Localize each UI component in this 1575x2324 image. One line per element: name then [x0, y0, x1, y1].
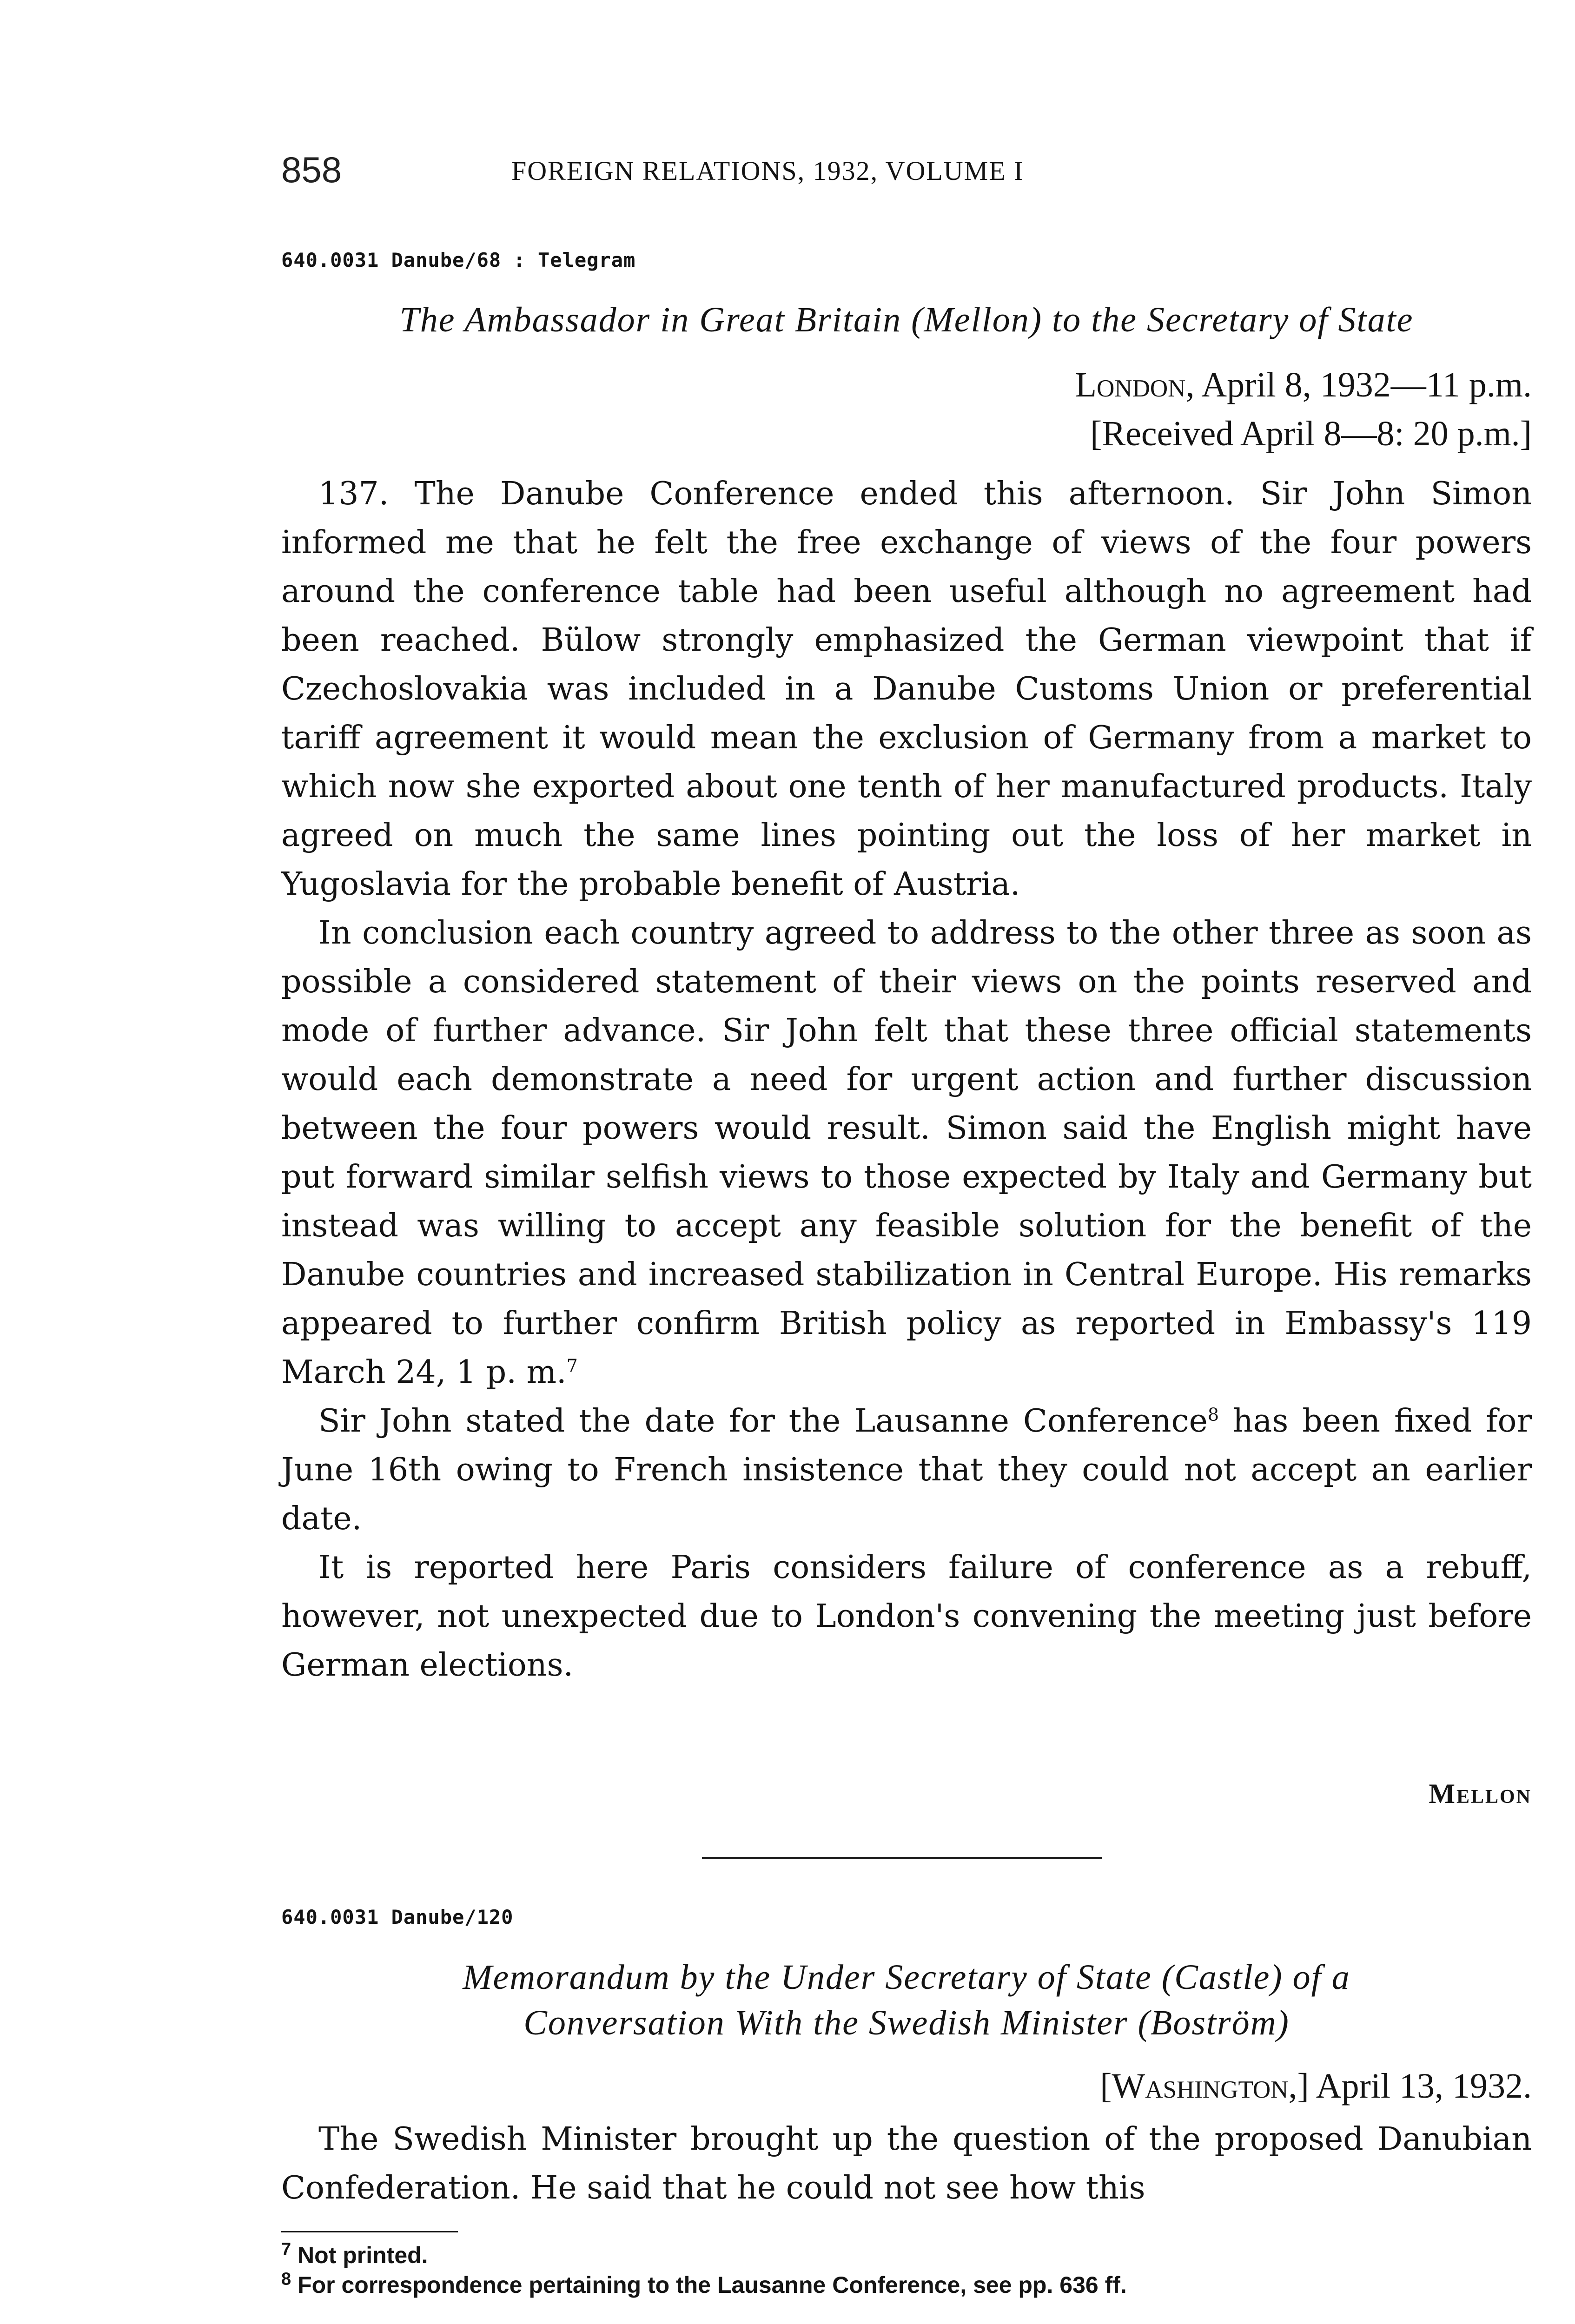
page-number: 858: [281, 149, 342, 190]
doc1-paragraph-4: It is reported here Paris considers failure of conference as a rebuff, however, not unexpected due to London's convening the meeting just before German elections.: [281, 1549, 1532, 1684]
doc1-paragraph-3-text-a: Sir John stated the date for the Lausanne Conference: [318, 1403, 1208, 1439]
doc2-heading: [281, 1954, 1532, 2046]
footnote-8-text: For correspondence pertaining to the Lausanne Conference, see pp. 636 ff.: [298, 2272, 1127, 2298]
footnote-7: [281, 2240, 1532, 2270]
footnote-7-mark: 7: [281, 2239, 291, 2259]
doc2-paragraph-1: The Swedish Minister brought up the question of the proposed Danubian Confederation. He said that he could not see how this: [281, 2121, 1532, 2206]
footnote-8: [281, 2270, 1532, 2300]
doc2-date: April 13, 1932.: [1309, 2067, 1532, 2106]
doc1-body: [281, 469, 1532, 1690]
doc1-paragraph-2-text: In conclusion each country agreed to address to the other three as soon as possible a considered statement of their views on the points reserved and mode of further advance. Sir John felt that these three official statements would each demonstrate a need for urgent action and further discussion between the four powers would result. Simon said the English might have put forward similar selfish views to those expected by Italy and Germany but instead was willing to accept any feasible solution for the benefit of the Danube countries and increased stabilization in Central Europe. His remarks appeared to further confirm British policy as reported in Embassy's 119 March 24, 1 p. m.: [281, 915, 1532, 1391]
footnote-ref-7: 7: [566, 1355, 578, 1376]
footnote-rule: [281, 2231, 458, 2232]
doc1-date: April 8, 1932—11 p.m.: [1194, 365, 1532, 404]
doc2-place: [Washington,]: [1100, 2067, 1309, 2106]
footnote-ref-8: 8: [1207, 1404, 1219, 1425]
doc2-file-ref: 640.0031 Danube/120: [281, 1906, 514, 1928]
doc2-dateline: [281, 2066, 1532, 2106]
doc1-signature: Mellon: [1429, 1778, 1532, 1809]
doc2-heading-line1: Memorandum by the Under Secretary of State (Castle) of a: [463, 1958, 1350, 1997]
doc1-file-ref: 640.0031 Danube/68 : Telegram: [281, 249, 636, 271]
footnotes: [281, 2240, 1532, 2300]
doc1-place: London,: [1075, 365, 1195, 404]
doc1-paragraph-3-text-b: has been fixed for June 16th owing to French insistence that they could not accept an earlier date.: [281, 1403, 1532, 1537]
doc1-dateline: [281, 365, 1532, 405]
running-head: [281, 149, 1532, 200]
footnote-8-mark: 8: [281, 2269, 291, 2289]
doc1-received: [Received April 8—8: 20 p.m.]: [1090, 414, 1532, 453]
doc2-heading-line2: Conversation With the Swedish Minister (Boström): [523, 2003, 1290, 2042]
footnote-7-text: Not printed.: [298, 2242, 428, 2268]
doc1-paragraph-2: [281, 909, 1532, 1397]
doc1-heading: The Ambassador in Great Britain (Mellon) to the Secretary of State: [399, 300, 1414, 339]
doc1-paragraph-1: 137. The Danube Conference ended this afternoon. Sir John Simon informed me that he felt the free exchange of views of the four powers around the conference table had been useful although no agreement had been reached. Bülow strongly emphasized the German viewpoint that if Czechoslovakia was included in a Danube Customs Union or preferential tariff agreement it would mean the exclusion of Germany from a market to which now she exported about one tenth of her manufactured products. Italy agreed on much the same lines pointing out the loss of her market in Yugoslavia for the probable benefit of Austria.: [281, 475, 1532, 903]
running-title: FOREIGN RELATIONS, 1932, VOLUME I: [511, 156, 1024, 186]
doc1-paragraph-3: [281, 1397, 1532, 1543]
doc2-body: [281, 2115, 1532, 2212]
section-divider: [702, 1857, 1102, 1859]
